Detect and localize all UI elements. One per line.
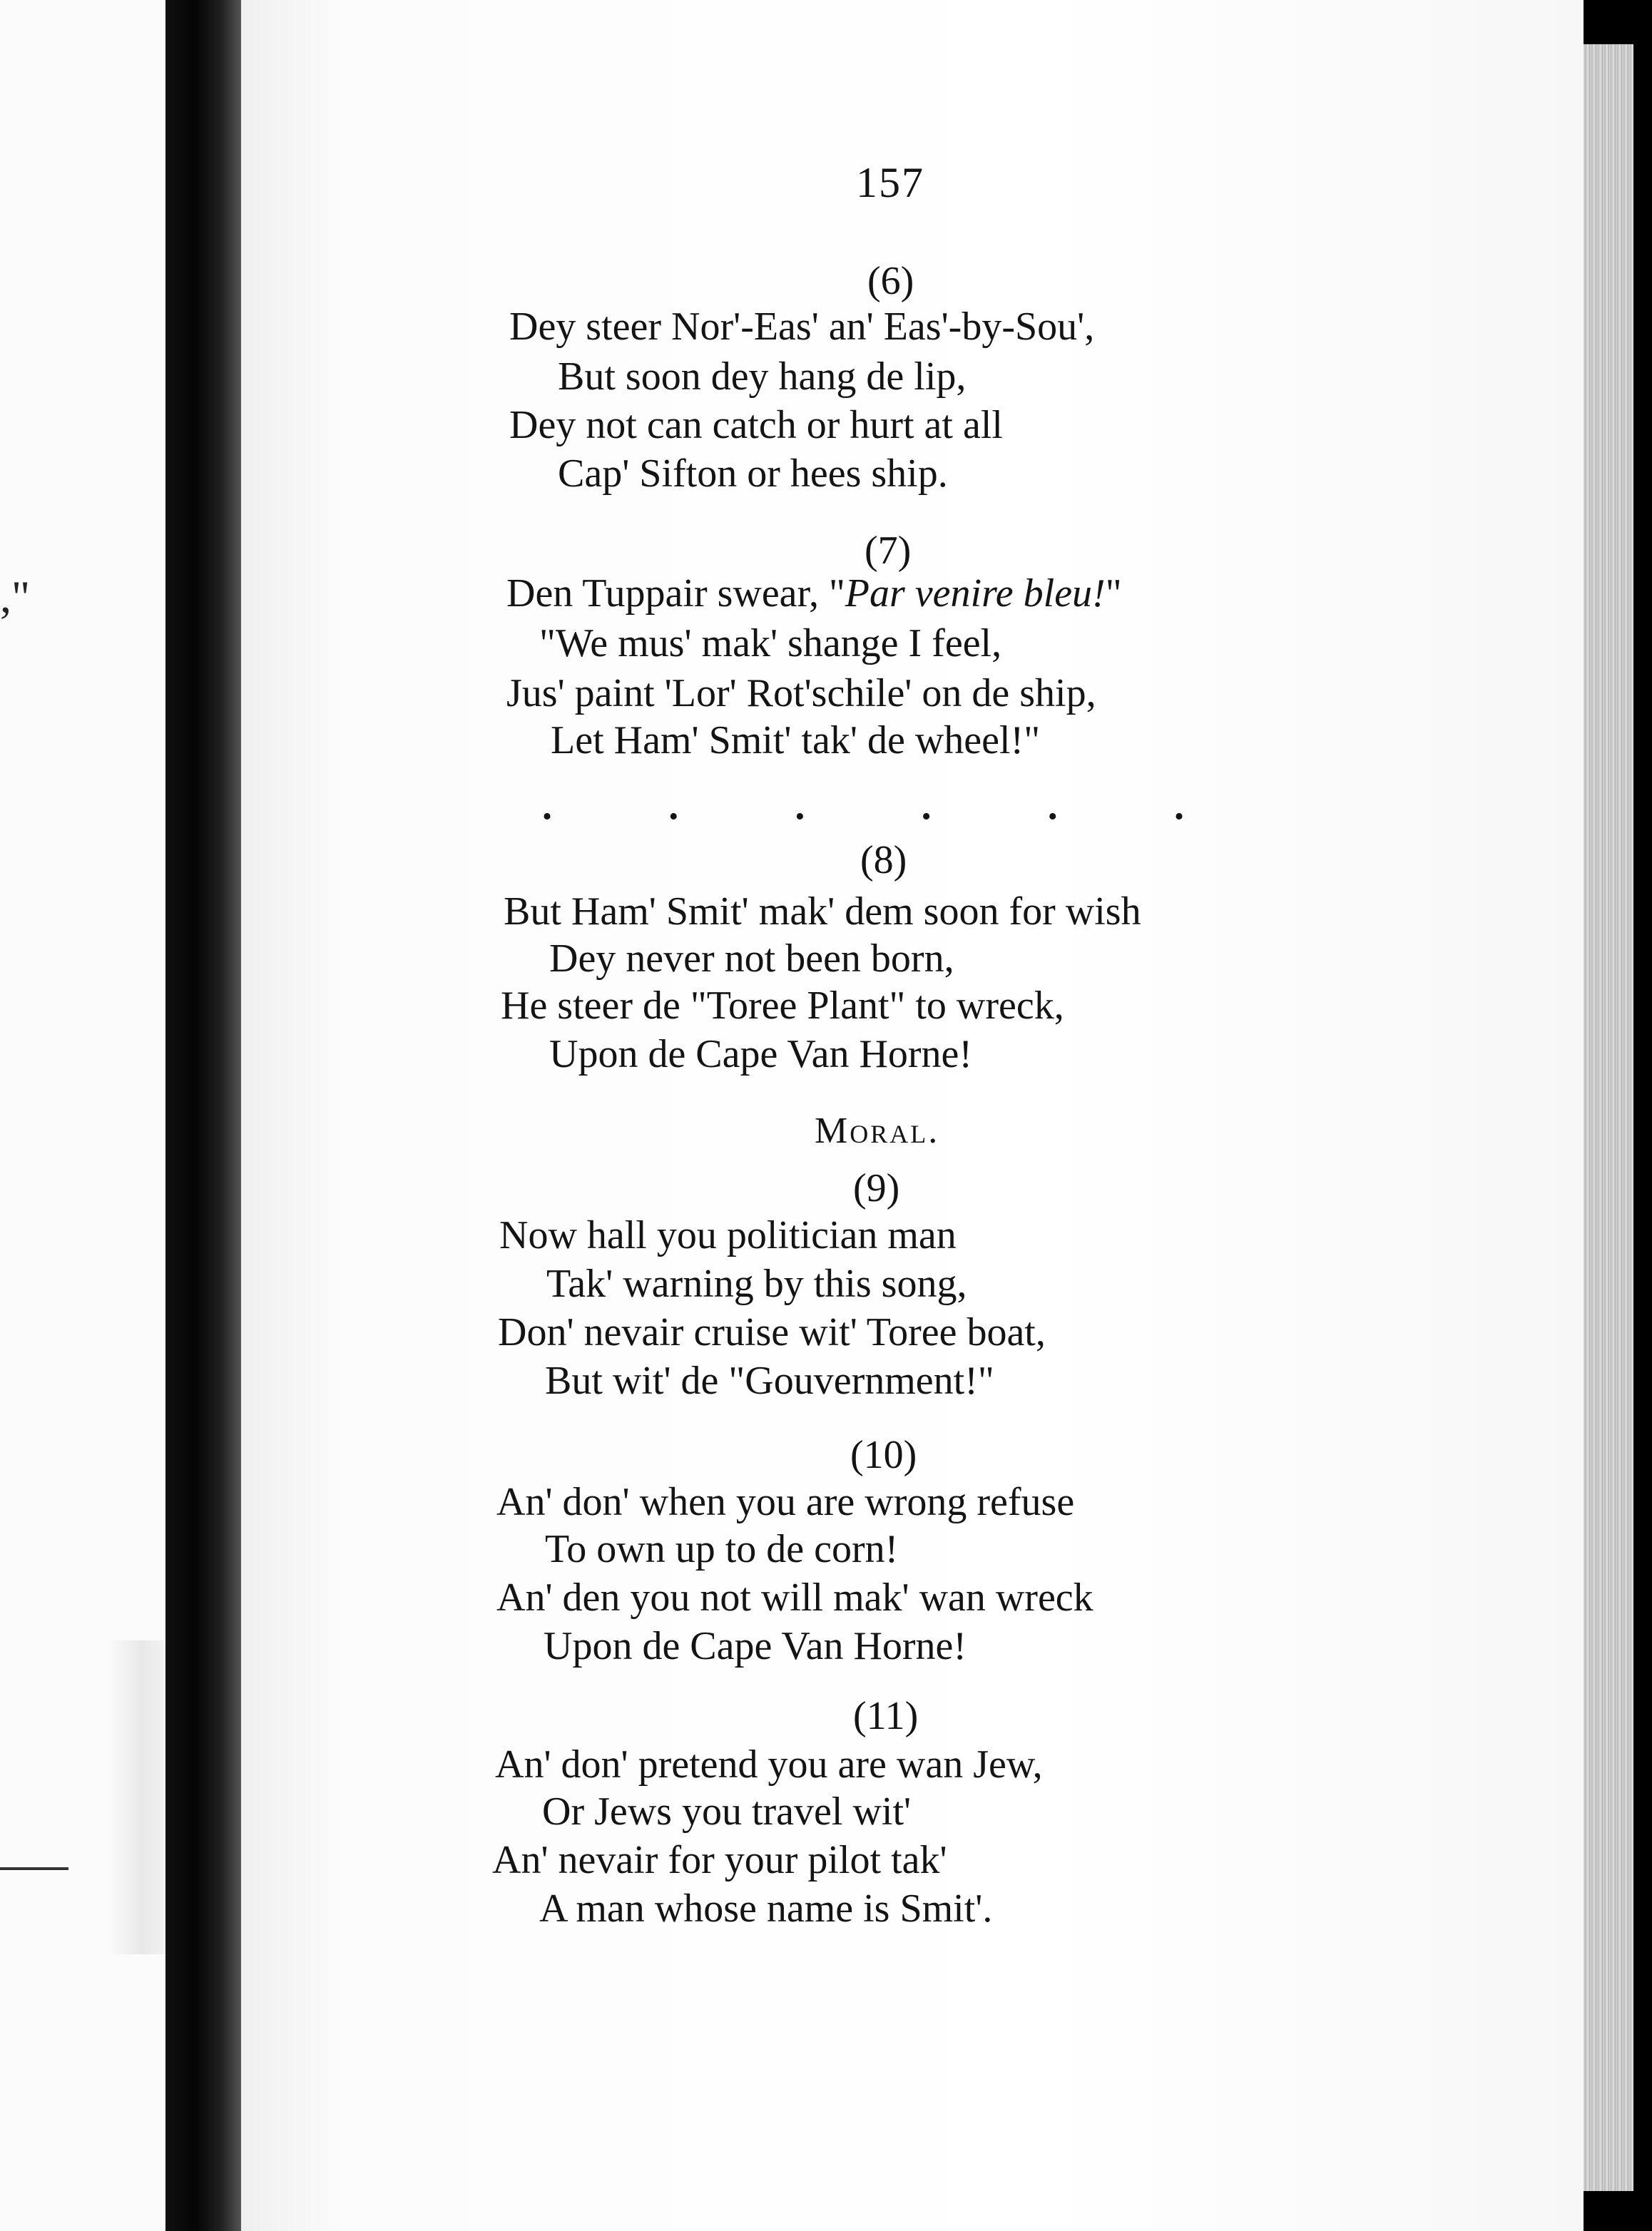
- verse-line: Dey never not been born,: [549, 936, 954, 981]
- verse-line: Upon de Cape Van Horne!: [544, 1624, 967, 1668]
- verse-line: Dey not can catch or hurt at all: [509, 403, 1003, 447]
- verse-line: Now hall you politician man: [499, 1213, 957, 1257]
- verse-line: A man whose name is Smit'.: [539, 1887, 993, 1931]
- verse-line: Or Jews you travel wit': [542, 1790, 912, 1834]
- verse-line-italic: Par venire bleu!: [845, 571, 1106, 616]
- verse-line: Tak' warning by this song,: [546, 1262, 967, 1306]
- verse-line: An' don' pretend you are wan Jew,: [495, 1742, 1043, 1787]
- verse-line: But soon dey hang de lip,: [558, 354, 967, 399]
- verse-line: "We mus' mak' shange I feel,: [539, 621, 1002, 665]
- verse-line: Jus' paint 'Lor' Rot'schile' on de ship,: [506, 671, 1096, 715]
- ellipsis-dot: .: [795, 784, 805, 828]
- book-gutter: [165, 0, 241, 2231]
- verse-line: An' don' when you are wrong refuse: [496, 1480, 1075, 1524]
- stanza-number: (8): [860, 838, 907, 882]
- stanza-number: (7): [865, 529, 912, 573]
- verse-line: Dey steer Nor'-Eas' an' Eas'-by-Sou',: [509, 305, 1095, 349]
- stanza-number: (9): [853, 1166, 900, 1210]
- left-facing-page: [0, 0, 165, 2231]
- ellipsis-dot: .: [1047, 784, 1058, 828]
- ellipsis-dot: .: [1173, 784, 1184, 828]
- verse-line: Don' nevair cruise wit' Toree boat,: [498, 1310, 1046, 1354]
- left-page-quote-mark: ,": [0, 571, 31, 622]
- verse-line-end: ": [1105, 571, 1122, 616]
- verse-line: Let Ham' Smit' tak' de wheel!": [551, 718, 1041, 762]
- verse-line: Cap' Sifton or hees ship.: [558, 451, 948, 496]
- verse-line: But wit' de "Gouvernment!": [545, 1359, 994, 1403]
- ellipsis-dot: .: [921, 784, 932, 828]
- page-edges: [1584, 44, 1633, 2191]
- ellipsis-dots: [542, 783, 1184, 829]
- verse-line: Upon de Cape Van Horne!: [549, 1032, 973, 1076]
- stanza-number: (11): [853, 1694, 919, 1738]
- left-page-rule: [0, 1867, 68, 1870]
- verse-line: To own up to de corn!: [545, 1527, 899, 1571]
- verse-line: An' den you not will mak' wan wreck: [496, 1576, 1093, 1620]
- moral-heading: Moral.: [815, 1111, 940, 1151]
- verse-line: An' nevair for your pilot tak': [492, 1838, 947, 1882]
- ellipsis-dot: .: [668, 784, 679, 828]
- verse-line-start: Den Tuppair swear, ": [506, 571, 845, 616]
- verse-line: [506, 571, 1122, 616]
- verse-line: But Ham' Smit' mak' dem soon for wish: [504, 889, 1141, 934]
- stanza-number: (6): [867, 259, 914, 303]
- verse-line: He steer de "Toree Plant" to wreck,: [501, 984, 1064, 1028]
- ellipsis-dot: .: [542, 784, 552, 828]
- stanza-number: (10): [850, 1433, 917, 1477]
- page-number: 157: [856, 159, 924, 206]
- scan-border: [1633, 0, 1652, 2231]
